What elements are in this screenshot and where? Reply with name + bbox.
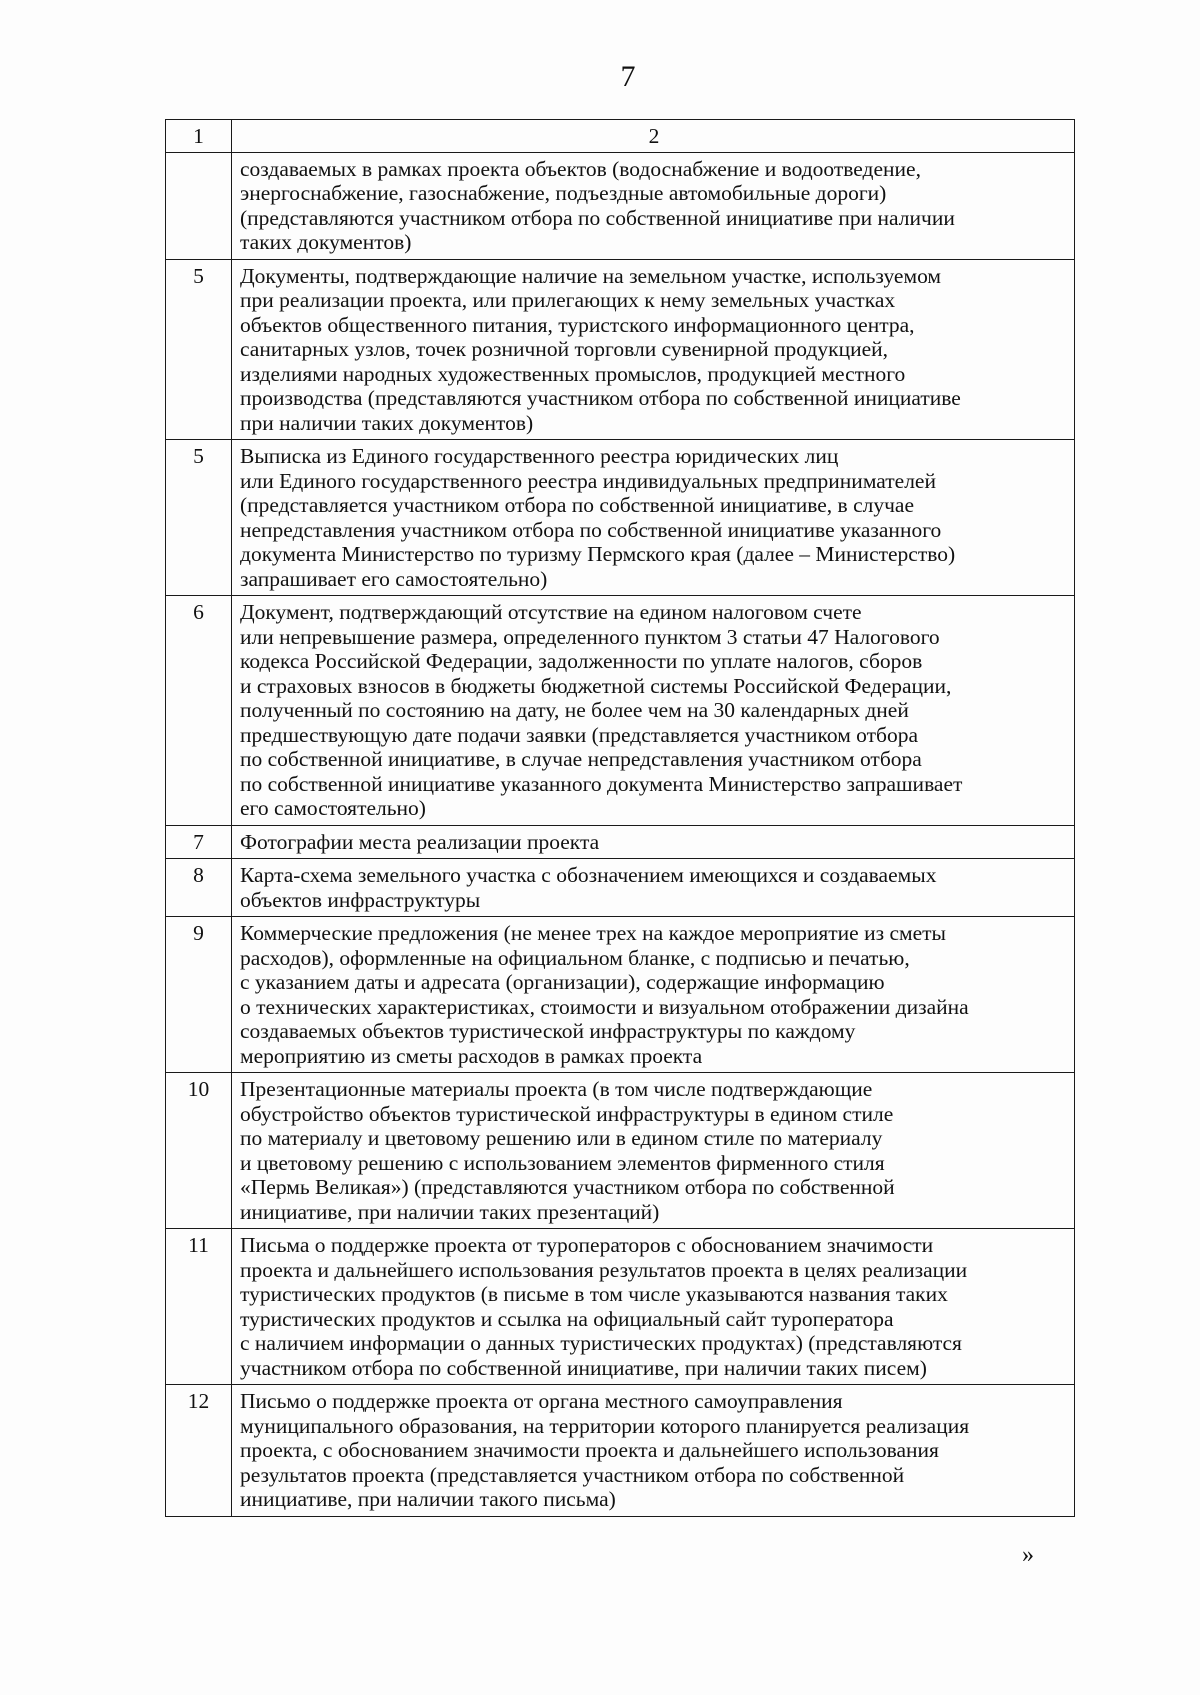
row-text-content: Письмо о поддержке проекта от органа местного самоуправления муниципального образования, на территории которого планируется реализация проекта, с обоснованием значимости проекта и дальнейшего использования результатов проекта (представляется участником отбора по собственной инициативе, при наличии такого письма) bbox=[240, 1389, 970, 1511]
closing-quote-mark: » bbox=[1022, 1542, 1034, 1568]
row-number: 5 bbox=[166, 259, 232, 440]
table-row bbox=[166, 859, 1075, 917]
table-row bbox=[166, 152, 1075, 259]
row-number: 7 bbox=[166, 825, 232, 859]
row-text bbox=[232, 859, 1075, 917]
table-row bbox=[166, 1073, 1075, 1229]
row-text bbox=[232, 440, 1075, 596]
row-number: 12 bbox=[166, 1385, 232, 1517]
row-number: 6 bbox=[166, 596, 232, 826]
row-text-content: Карта-схема земельного участка с обозначением имеющихся и создаваемых объектов инфраструктуры bbox=[240, 863, 937, 912]
table-row bbox=[166, 596, 1075, 826]
row-text bbox=[232, 596, 1075, 826]
row-text-content: Документ, подтверждающий отсутствие на едином налоговом счете или непревышение размера, определенного пунктом 3 статьи 47 Налогового кодекса Российской Федерации, задолженности по уплате налогов, сборов и страховых взносов в бюджеты бюджетной системы Российской Федерации, полученный по состоянию на дату, не более чем на 30 календарных дней предшествующую дате подачи заявки (представляется участником отбора по собственной инициативе, в случае непредставления участником отбора по собственной инициативе указанного документа Министерство запрашивает его самостоятельно) bbox=[240, 600, 963, 820]
documents-table bbox=[165, 119, 1075, 1517]
row-text-content: Коммерческие предложения (не менее трех на каждое мероприятие из сметы расходов), оформленные на официальном бланке, с подписью и печатью, с указанием даты и адресата (организации), содержащие информацию о технических характеристиках, стоимости и визуальном отображении дизайна создаваемых объектов туристической инфраструктуры по каждому мероприятию из сметы расходов в рамках проекта bbox=[240, 921, 969, 1068]
row-text-content: Документы, подтверждающие наличие на земельном участке, используемом при реализации проекта, или прилегающих к нему земельных участках объектов общественного питания, туристского информационного центра, санитарных узлов, точек розничной торговли сувенирной продукцией, изделиями народных художественных промыслов, продукцией местного производства (представляются участником отбора по собственной инициативе при наличии таких документов) bbox=[240, 263, 961, 435]
row-number bbox=[166, 152, 232, 259]
row-text bbox=[232, 152, 1075, 259]
row-text bbox=[232, 1229, 1075, 1385]
row-number: 10 bbox=[166, 1073, 232, 1229]
row-number: 11 bbox=[166, 1229, 232, 1385]
table-header-row bbox=[166, 120, 1075, 153]
row-number: 8 bbox=[166, 859, 232, 917]
header-col-2: 2 bbox=[232, 120, 1075, 153]
row-text-content: Презентационные материалы проекта (в том числе подтверждающие обустройство объектов туристической инфраструктуры в едином стиле по материалу и цветовому решению или в едином стиле по материалу и цветовому решению с использованием элементов фирменного стиля «Пермь Великая») (представляются участником отбора по собственной инициативе, при наличии таких презентаций) bbox=[240, 1077, 895, 1224]
row-text bbox=[232, 917, 1075, 1073]
table-row bbox=[166, 259, 1075, 440]
row-text bbox=[232, 1385, 1075, 1517]
row-text-content: Фотографии места реализации проекта bbox=[240, 829, 600, 854]
row-number: 5 bbox=[166, 440, 232, 596]
table-row bbox=[166, 1385, 1075, 1517]
row-text bbox=[232, 825, 1075, 859]
row-text-content: Выписка из Единого государственного реестра юридических лиц или Единого государственного реестра индивидуальных предпринимателей (представляется участником отбора по собственной инициативе, в случае непредставления участником отбора по собственной инициативе указанного документа Министерство по туризму Пермского края (далее – Министерство) запрашивает его самостоятельно) bbox=[240, 444, 956, 591]
row-text-content: Письма о поддержке проекта от туроператоров с обоснованием значимости проекта и дальнейшего использования результатов проекта в целях реализации туристических продуктов (в письме в том числе указываются названия таких туристических продуктов и ссылка на официальный сайт туроператора с наличием информации о данных туристических продуктах) (представляются участником отбора по собственной инициативе, при наличии таких писем) bbox=[240, 1233, 968, 1380]
table-row bbox=[166, 1229, 1075, 1385]
table-row bbox=[166, 917, 1075, 1073]
page-number: 7 bbox=[620, 60, 636, 93]
row-text bbox=[232, 259, 1075, 440]
row-text bbox=[232, 1073, 1075, 1229]
header-col-1: 1 bbox=[166, 120, 232, 153]
row-text-content: создаваемых в рамках проекта объектов (водоснабжение и водоотведение, энергоснабжение, газоснабжение, подъездные автомобильные дороги) (представляются участником отбора по собственной инициативе при наличии таких документов) bbox=[240, 156, 955, 254]
table-row bbox=[166, 440, 1075, 596]
table-row bbox=[166, 825, 1075, 859]
row-number: 9 bbox=[166, 917, 232, 1073]
